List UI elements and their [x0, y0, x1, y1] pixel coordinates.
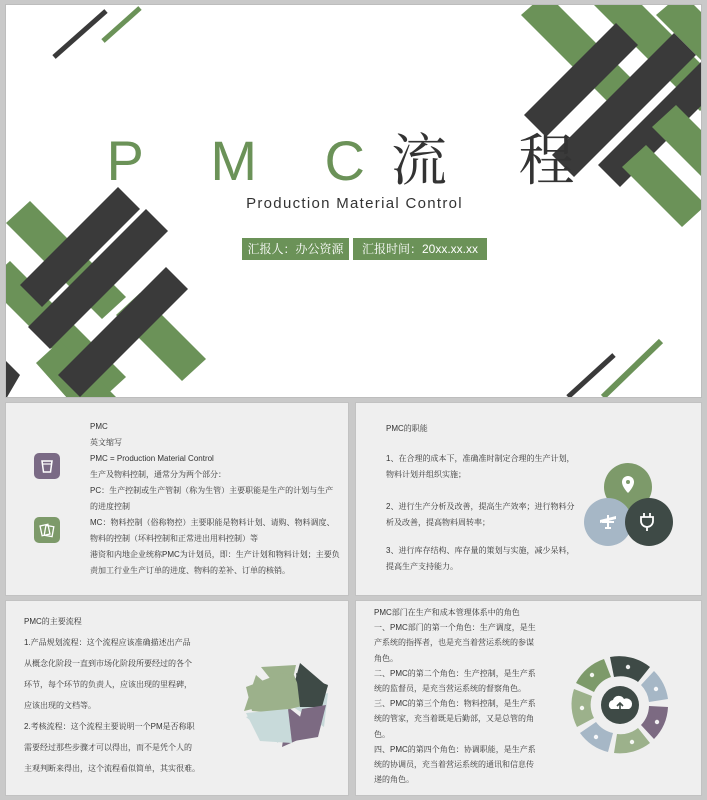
process-line: 环节，每个环节的负责人，应该出现的里程碑， [24, 680, 192, 689]
roles-line: 二、PMC的第二个角色：生产控制，是生产系 [374, 668, 536, 678]
intro-line: PC：生产控制或生产管制（称为生管）主要职能是生产的计划与生产的进度控制 [90, 486, 334, 511]
intro-heading: PMC [90, 422, 108, 431]
title-latin: P M C [106, 129, 391, 192]
roles-line: 四、PMC的第四个角色：协调职能，是生产系 [374, 744, 536, 754]
cover-slide [5, 4, 702, 398]
intro-line: PMC = Production Material Control [90, 454, 214, 463]
process-line: 主观判断来得出，这个流程看似简单，其实很难。 [24, 764, 200, 773]
roles-line: 一、PMC部门的第一个角色：生产调度，是生 [374, 623, 536, 633]
duties-venn [356, 403, 702, 596]
segment-ring [356, 601, 702, 796]
plug-icon [625, 498, 673, 546]
roles-line: PMC部门在生产和成本管理体系中的角色 [374, 608, 520, 617]
intro-slide [5, 402, 349, 596]
process-slide [5, 600, 349, 796]
process-line: 2.考核流程：这个流程主要说明一个PM是否称职 [24, 722, 195, 731]
roles-line: 统的协调员，充当着营运系统的通讯和信息传 [374, 760, 534, 770]
intro-line: 生产及物料控制，通常分为两个部分： [90, 470, 226, 479]
duties-heading: PMC的职能 [386, 424, 428, 433]
intro-line: 港资和内地企业统称PMC为计划员，即：生产计划和物料计划；主要负责加工行业生产订单的进度、物料的差补、订单的核销。 [90, 550, 340, 575]
report-time-tag: 汇报时间：20xx.xx.xx [353, 238, 487, 260]
intro-line: 英文缩写 [90, 438, 122, 447]
cover-subtitle: Production Material Control [246, 195, 463, 212]
roles-line: 色。 [374, 729, 390, 739]
intro-line: MC：物料控制（俗称物控）主要职能是物料计划、请购、物料调度、物料的控制（坏料控制和正常进出用料控制）等 [90, 518, 335, 543]
process-line: 从概念化阶段一直到市场化阶段所要经过的各个 [24, 659, 192, 668]
cup-icon [34, 453, 60, 479]
process-line: 需要经过那些步骤才可以得出，而不是凭个人的 [24, 743, 192, 752]
roles-line: 角色。 [374, 653, 398, 663]
duty-item: 2、进行生产分析及改善，提高生产效率；进行物料分析及改善，提高物料周转率； [386, 502, 575, 527]
deco-stroke-green [103, 8, 140, 41]
title-cjk: 流 程 [390, 129, 603, 192]
process-heading: PMC的主要流程 [24, 617, 82, 626]
roles-line: 统的监督员，是充当营运系统的督察角色。 [374, 684, 526, 694]
cover-title [6, 117, 702, 197]
roles-slide [355, 600, 702, 796]
pinwheel-graphic [6, 601, 349, 796]
deco-stroke-dark [54, 11, 106, 57]
duty-item: 1、在合理的成本下，准确准时制定合理的生产计划，物料计划并组织实施； [386, 454, 575, 479]
intro-lines [90, 435, 340, 579]
duties-slide [355, 402, 702, 596]
process-line: 应该出现的文档等。 [24, 701, 96, 710]
process-line: 1.产品规划流程：这个流程应该准确描述出产品 [24, 638, 191, 647]
duty-item: 3、进行库存结构、库存量的策划与实施，减少呆料，提高生产支持能力。 [386, 546, 575, 571]
weave-bottom-left [6, 187, 206, 398]
roles-line: 递的角色。 [374, 775, 414, 785]
roles-line: 三、PMC的第三个角色：物料控制，是生产系 [374, 699, 536, 709]
reporter-tag: 汇报人：办公资源 [242, 238, 349, 260]
roles-line: 产系统的指挥者，也是充当着营运系统的参谋 [374, 638, 534, 648]
deco-stroke-green [603, 341, 661, 397]
roles-line: 统的管家，充当着既是后勤部，又是总管的角 [374, 714, 534, 724]
cards-icon [34, 517, 60, 543]
